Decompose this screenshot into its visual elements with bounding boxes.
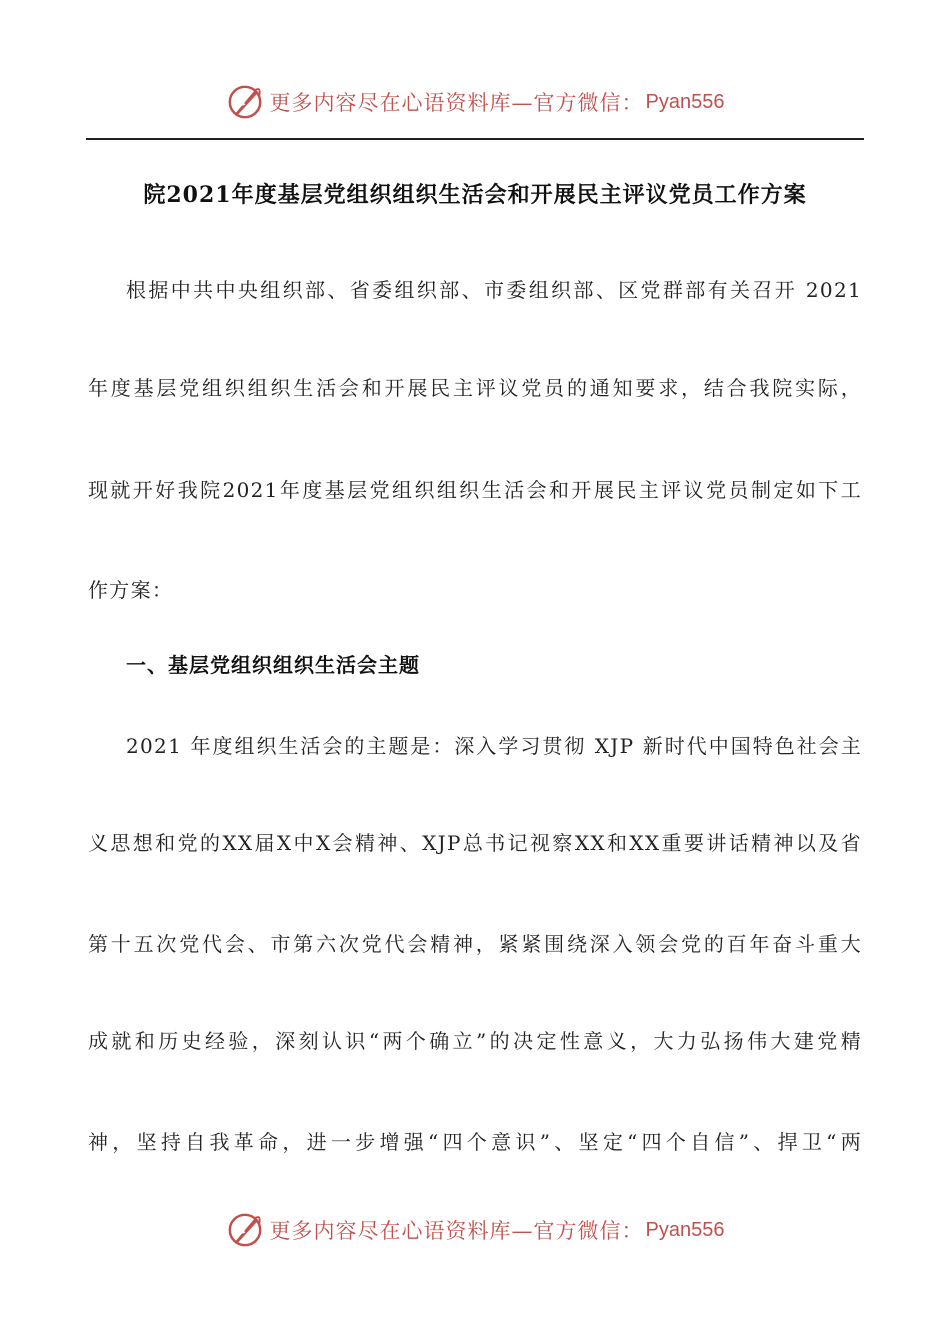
quill-pen-logo-icon [226,83,264,121]
quill-pen-logo-icon [226,1211,264,1249]
watermark-text: 更多内容尽在心语资料库—官方微信： [269,91,644,115]
paragraph-line: 年度基层党组织组织生活会和开展民主评议党员的通知要求，结合我院实际， [88,376,862,400]
paragraph-line: 第十五次党代会、市第六次党代会精神，紧紧围绕深入领会党的百年奋斗重大 [88,932,862,956]
paragraph-line: 现就开好我院2021年度基层党组织组织生活会和开展民主评议党员制定如下工 [88,478,862,502]
paragraph-line: 2021 年度组织生活会的主题是：深入学习贯彻 XJP 新时代中国特色社会主 [126,734,862,758]
paragraph-line: 义思想和党的XX届X中X会精神、XJP总书记视察XX和XX重要讲话精神以及省 [88,831,862,855]
document-title: 院2021年度基层党组织组织生活会和开展民主评议党员工作方案 [143,182,807,208]
header-watermark [0,80,950,124]
paragraph-line: 作方案： [88,578,174,602]
paragraph-line: 神，坚持自我革命，进一步增强“四个意识”、坚定“四个自信”、捍卫“两 [88,1130,862,1154]
watermark-wechat-id: Pyan556 [645,1218,725,1241]
section-heading: 一、基层党组织组织生活会主题 [126,653,420,677]
header-divider [86,138,864,140]
watermark-wechat-id: Pyan556 [645,90,725,113]
footer-watermark [0,1208,950,1252]
paragraph-line: 成就和历史经验，深刻认识“两个确立”的决定性意义，大力弘扬伟大建党精 [88,1029,862,1053]
watermark-text: 更多内容尽在心语资料库—官方微信： [269,1219,644,1243]
paragraph-line: 根据中共中央组织部、省委组织部、市委组织部、区党群部有关召开 2021 [126,278,862,302]
